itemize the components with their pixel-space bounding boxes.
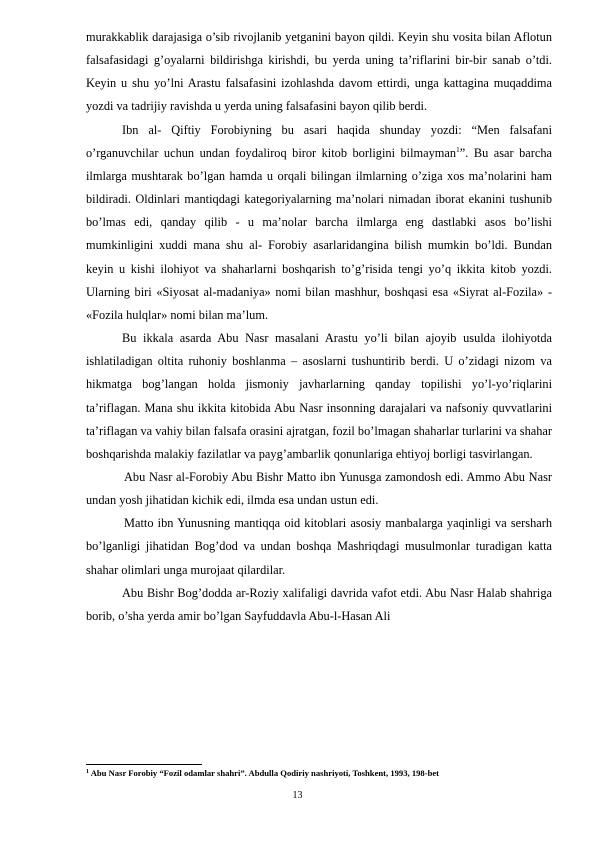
paragraph-4: Abu Nasr al-Forobiy Abu Bishr Matto ibn Yunusga zamondosh edi. Ammo Abu Nasr undan yosh jihatidan kichik edi, ilmda esa undan ustun edi. [86, 469, 552, 508]
paragraph-5: Matto ibn Yunusning mantiqqa oid kitoblari asosiy manbalarga yaqinligi va sersharh bo’lganligi jihatidan Bog’dod va undan boshqa Mashriqdagi musulmonlar turadigan katta shahar olimlari unga murojaat qilardilar. [86, 516, 552, 577]
paragraph-2-text-continued: ”. Bu asar barcha ilmlarga mushtarak bo’lgan hamda u orqali bilingan ilmlarning o’ziga xos ma’nolarini ham bildiradi. Oldinlari mantiqdagi kategoriyalarning ma’nolari nimadan iborat ekanini tushunib bo’lmas edi, qanday qilib - u ma’nolar barcha ilmlarga eng dastlabki asos bo’lishi mumkinligini xuddi mana shu al- Forobiy asarlaridangina bilish mumkin bo’ldi. Bundan keyin u kishi ilohiyot va shaharlarni boshqarish to’g’risida tengi yo’q ikkita kitob yozdi. Ularning biri «Siyosat al-madaniya» nomi bilan mashhur, boshqasi esa «Siyrat al-Fozila» - «Fozila hulqlar» nomi bilan ma’lum. [86, 145, 552, 322]
footnote-marker: 1 [86, 769, 89, 775]
footnote [86, 767, 556, 779]
page-number: 13 [292, 790, 303, 801]
footnote-separator [86, 764, 202, 765]
footnote-reference[interactable]: 1 [456, 144, 460, 154]
paragraph-1: murakkablik darajasiga o’sib rivojlanib yetganini bayon qildi. Keyin shu vosita bilan Aflotun falsafasidagi g’oyalarni bildirishga kirishdi, bu yerda uning ta’riflarini bir-bir sanab o’tdi. Keyin u shu yo’lni Arastu falsafasini izohlashda davom ettirdi, unga kattagina muqaddima yozdi va tadrijiy ravishda u yerda uning falsafasini bayon qilib berdi. [86, 30, 552, 114]
paragraph-6: Abu Bishr Bog’dodda ar-Roziy xalifaligi davrida vafot etdi. Abu Nasr Halab shahriga borib, o’sha yerda amir bo’lgan Sayfuddavla Abu-l-Hasan Ali [86, 585, 552, 623]
footnote-text: Abu Nasr Forobiy “Fozil odamlar shahri”. Abdulla Qodiriy nashriyoti, Toshkent, 1993, 198-bet [90, 768, 440, 778]
paragraph-2-text: Ibn al- Qiftiy Forobiyning bu asari haqida shunday yozdi: “Men falsafani o’rganuvchilar uchun undan foydaliroq biror kitob borligini bilmayman [86, 122, 552, 160]
paragraph-3: Bu ikkala asarda Abu Nasr masalani Arastu yo’li bilan ajoyib usulda ilohiyotda ishlatiladigan oltita ruhoniy boshlanma – asoslarni tushuntirib berdi. U o’zidagi nizom va hikmatga bog’langan holda jismoniy javharlarning qanday topilishi yo’l-yo’riqlarini ta’riflagan. Mana shu ikkita kitobida Abu Nasr insonning darajalari va nafsoniy quvvatlarini ta’riflagan va vahiy bilan falsafa orasini ajratgan, fozil bo’lmagan shaharlar turlarini va shahar boshqarishda malakiy fazilatlar va payg’ambarlik qonunlariga ehtiyoj borligi tasvirlangan. [86, 331, 552, 461]
paragraph-2 [86, 119, 552, 327]
body-text [86, 26, 552, 628]
